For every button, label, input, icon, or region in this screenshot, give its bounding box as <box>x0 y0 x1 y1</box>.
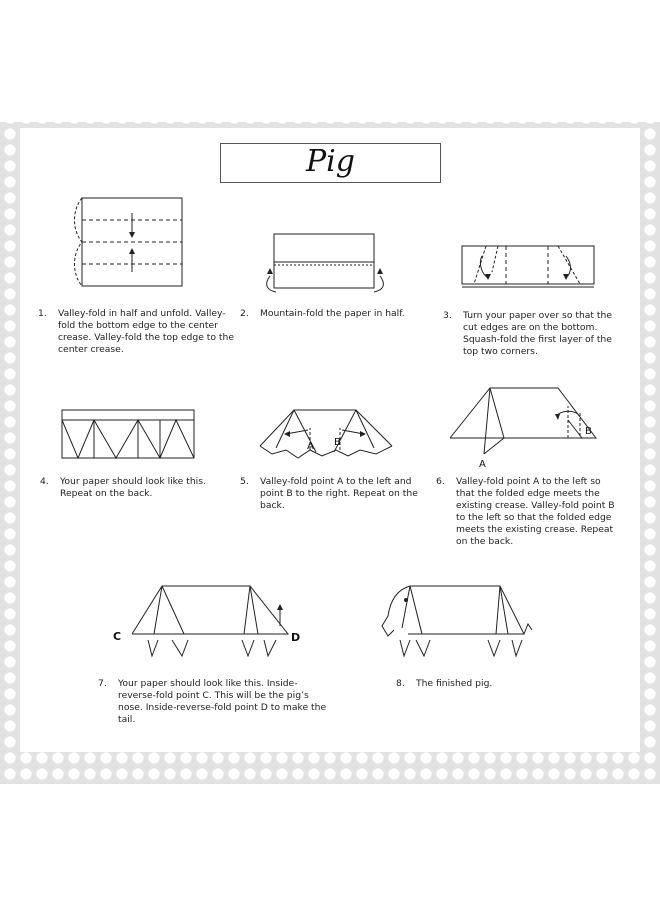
step-7 <box>98 678 330 726</box>
step-text: The finished pig. <box>416 678 493 689</box>
page-title <box>220 143 441 183</box>
diagram-step-5 <box>256 404 396 464</box>
step-number: 3. <box>443 310 452 321</box>
step-4 <box>40 476 220 500</box>
step-text: Your paper should look like this. Inside-reverse-fold point C. This will be the pig’s nose. Inside-reverse-fold point D to make the tail. <box>118 678 327 725</box>
step-number: 7. <box>98 678 107 689</box>
point-label-b-step6: B <box>585 426 592 437</box>
diagram-step-7 <box>124 578 300 664</box>
step-8 <box>396 678 556 690</box>
step-1 <box>38 308 238 356</box>
step-6 <box>436 476 622 548</box>
step-5 <box>240 476 420 512</box>
step-number: 2. <box>240 308 249 319</box>
point-label-a-step6: A <box>479 459 486 470</box>
step-text: Your paper should look like this. Repeat on the back. <box>60 476 206 499</box>
diagram-step-6 <box>448 384 608 468</box>
diagram-step-3 <box>458 240 598 294</box>
step-number: 5. <box>240 476 249 487</box>
step-text: Valley-fold point A to the left so that the folded edge meets the existing crease. Valley-fold point B to the left so that the folded edge meets the existing crease. Repeat on the back. <box>456 476 615 547</box>
step-number: 4. <box>40 476 49 487</box>
point-label-b: B <box>334 437 341 448</box>
step-text: Mountain-fold the paper in half. <box>260 308 405 319</box>
step-2 <box>240 308 420 320</box>
point-label-c: C <box>113 630 122 643</box>
diagram-step-4 <box>58 406 198 466</box>
step-number: 8. <box>396 678 405 689</box>
step-number: 1. <box>38 308 47 319</box>
step-3 <box>443 310 619 358</box>
diagram-step-1 <box>68 196 188 292</box>
step-number: 6. <box>436 476 445 487</box>
page-title-text: Pig <box>306 143 355 179</box>
point-label-d: D <box>291 631 301 644</box>
step-text: Valley-fold in half and unfold. Valley-fold the bottom edge to the center crease. Valley-fold the top edge to the center crease. <box>58 308 234 355</box>
step-text: Turn your paper over so that the cut edges are on the bottom. Squash-fold the first layer of the top two corners. <box>463 310 613 357</box>
diagram-step-2 <box>258 226 392 296</box>
step-text: Valley-fold point A to the left and point B to the right. Repeat on the back. <box>260 476 418 511</box>
diagram-step-8 <box>378 578 538 664</box>
point-label-a: A <box>307 441 314 452</box>
